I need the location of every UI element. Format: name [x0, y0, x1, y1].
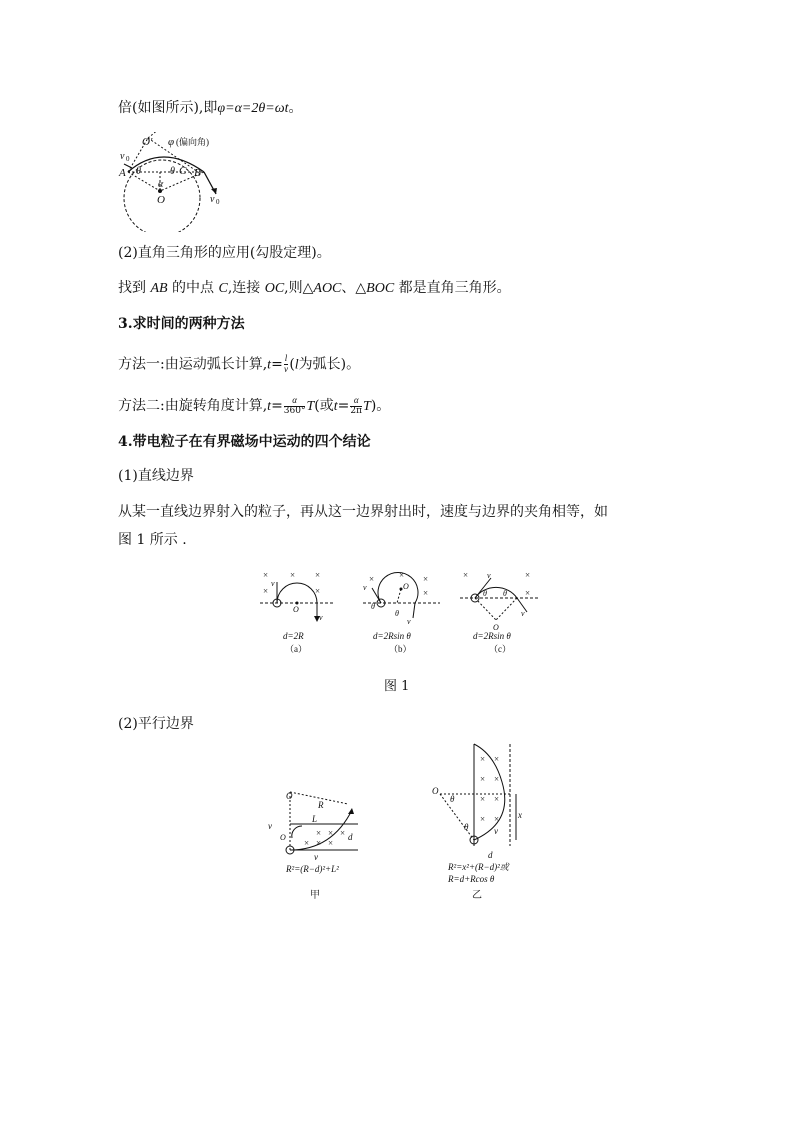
formula-1b: d=2Rsin θ [373, 631, 411, 641]
numerator: α [353, 395, 359, 405]
svg-text:θ: θ [395, 609, 399, 618]
subheading-straight-boundary [118, 466, 194, 486]
method-one-line [118, 354, 360, 376]
svg-text:v: v [487, 571, 491, 580]
label-v0-left: v [120, 151, 125, 162]
subheading-parallel-boundary [118, 714, 194, 734]
svg-text:×: × [480, 754, 486, 764]
text-span: 的中点 [172, 280, 215, 296]
heading-4 [118, 432, 371, 452]
denominator: v [284, 364, 289, 374]
svg-text:×: × [315, 586, 321, 596]
figure-1b [363, 570, 440, 654]
svg-text:v: v [268, 821, 272, 831]
svg-text:×: × [304, 838, 310, 848]
text-span: 、△ [341, 280, 367, 296]
svg-text:O: O [403, 582, 409, 591]
figure-1-caption [384, 677, 409, 697]
svg-text:×: × [494, 774, 500, 784]
denominator: 360° [283, 406, 306, 416]
tag-1c: （c） [489, 644, 511, 654]
label-C: C [179, 165, 187, 177]
heading-3 [118, 314, 245, 334]
formula-yi-1: R²=x²+(R−d)²或 [448, 862, 509, 872]
label-v0-right: v [210, 194, 215, 205]
svg-text:O: O [493, 623, 499, 632]
svg-text:θ: θ [503, 589, 507, 598]
formula-span: t [333, 399, 338, 414]
text-span: 都是直角三角形。 [398, 280, 511, 296]
formula-jia: R²=(R−d)²+L² [286, 864, 339, 874]
tag-1b: （b） [389, 644, 412, 654]
text-span: 找到 [118, 280, 146, 296]
heading-text: 4.带电粒子在有界磁场中运动的四个结论 [118, 434, 371, 450]
text-line-3 [118, 278, 511, 299]
svg-text:v: v [363, 583, 367, 592]
svg-text:O: O [432, 786, 439, 796]
svg-text:×: × [480, 814, 486, 824]
tag-1a: （a） [285, 644, 307, 654]
paragraph-line-1 [118, 502, 608, 522]
svg-text:×: × [463, 570, 469, 580]
formula-span: t [267, 357, 272, 373]
label-v0-right-sub: 0 [216, 198, 220, 206]
text-span: (或 [314, 398, 334, 414]
text-span: )。 [370, 398, 391, 414]
heading-text: 3.求时间的两种方法 [118, 316, 245, 332]
svg-text:×: × [480, 774, 486, 784]
formula-span: l [294, 357, 299, 373]
svg-text:v: v [521, 609, 525, 618]
numerator: α [292, 395, 297, 405]
fraction-alpha-over-2pi [350, 396, 362, 416]
label-v0-left-sub: 0 [126, 155, 130, 163]
figure-2-parallel-boundary [262, 742, 532, 902]
formula-yi-2: R=d+Rcos θ [448, 874, 495, 884]
text-line-1 [118, 98, 302, 119]
figure-1-straight-boundary [255, 566, 555, 666]
paragraph-line-2 [118, 530, 187, 550]
figure-1c [460, 570, 540, 654]
subheading-text: (2)平行边界 [118, 716, 194, 732]
formula-span: φ=α=2θ=ωt [217, 101, 289, 116]
text-span: ,则△ [284, 280, 314, 296]
formula-span: T [363, 399, 371, 414]
svg-text:×: × [316, 828, 322, 838]
svg-text:O: O [293, 605, 299, 614]
svg-text:v: v [314, 852, 318, 862]
svg-text:×: × [340, 828, 346, 838]
svg-text:×: × [494, 814, 500, 824]
method-two-line [118, 396, 390, 417]
svg-text:×: × [369, 574, 375, 584]
paragraph-text: 图 1 所示 . [118, 532, 187, 548]
formula-span: C [218, 281, 228, 296]
svg-text:×: × [263, 586, 269, 596]
label-A: A [119, 167, 126, 179]
denominator: 2π [350, 406, 363, 416]
svg-text:×: × [328, 838, 334, 848]
formula-span: t [267, 399, 272, 414]
svg-text:x: x [518, 810, 522, 820]
svg-text:×: × [494, 754, 500, 764]
text-span: 方法二:由旋转角度计算, [118, 398, 268, 414]
formula-span: OC [264, 281, 285, 296]
svg-text:×: × [480, 794, 486, 804]
svg-text:d: d [488, 850, 493, 860]
numerator: l [284, 353, 288, 363]
radius-OA [128, 172, 160, 191]
formula-1a: d=2R [283, 631, 304, 641]
label-B: B [194, 167, 201, 179]
label-phi-note: (偏向角) [176, 137, 209, 147]
figure-deflection-angle [118, 132, 238, 232]
svg-text:L: L [312, 814, 318, 824]
caption-text: 图 1 [384, 679, 410, 694]
formula-span: BOC [366, 281, 395, 296]
svg-text:×: × [525, 588, 531, 598]
text-span: 倍(如图所示),即 [118, 100, 218, 116]
figure-2-yi [432, 744, 522, 901]
svg-text:θ: θ [371, 602, 375, 611]
svg-text:×: × [423, 574, 429, 584]
svg-text:×: × [328, 828, 334, 838]
formula-1c: d=2Rsin θ [473, 631, 511, 641]
label-O-prime: O′ [142, 136, 153, 148]
svg-text:×: × [525, 570, 531, 580]
svg-text:θ: θ [464, 822, 469, 832]
label-O: O [157, 194, 165, 206]
fraction-l-over-v [284, 354, 289, 375]
svg-text:O: O [286, 791, 293, 801]
svg-text:×: × [399, 570, 405, 580]
svg-text:R: R [318, 800, 324, 810]
paragraph-text: 从某一直线边界射入的粒子，再从这一边界射出时，速度与边界的夹角相等，如 [118, 504, 608, 520]
label-alpha: α [158, 179, 164, 190]
figure-1a [260, 570, 335, 654]
figure-2-jia [268, 791, 358, 901]
text-span: (2)直角三角形的应用(勾股定理)。 [118, 245, 331, 261]
svg-text:×: × [423, 588, 429, 598]
svg-text:×: × [494, 794, 500, 804]
formula-span: T [306, 399, 315, 414]
svg-text:v: v [271, 579, 275, 588]
svg-text:×: × [290, 570, 296, 580]
formula-span: AOC [313, 281, 342, 296]
tag-yi: 乙 [472, 890, 482, 901]
svg-text:v: v [494, 826, 498, 836]
svg-text:θ: θ [450, 794, 455, 804]
text-span: 为弧长)。 [298, 356, 361, 373]
svg-text:×: × [315, 570, 321, 580]
svg-text:v: v [407, 617, 411, 626]
svg-text:×: × [316, 838, 322, 848]
text-span: = [271, 356, 283, 373]
formula-span: AB [150, 281, 168, 296]
subheading-text: (1)直线边界 [118, 468, 194, 484]
svg-text:×: × [263, 570, 269, 580]
text-span: 。 [288, 100, 303, 116]
text-span: 方法一:由运动弧长计算, [118, 356, 268, 373]
text-span: = [337, 398, 350, 414]
tag-jia: 甲 [310, 890, 320, 901]
svg-text:d: d [348, 832, 353, 842]
svg-text:O: O [280, 833, 286, 842]
label-phi: φ [168, 136, 175, 148]
svg-text:v: v [319, 613, 323, 622]
text-span: = [271, 398, 283, 414]
fraction-alpha-over-360 [284, 396, 306, 416]
label-theta-right: θ [170, 166, 175, 177]
text-span: ( [289, 356, 295, 373]
text-span: ,连接 [227, 280, 261, 296]
svg-text:θ: θ [483, 589, 487, 598]
text-line-2 [118, 243, 331, 263]
label-theta-left: θ [136, 166, 141, 177]
